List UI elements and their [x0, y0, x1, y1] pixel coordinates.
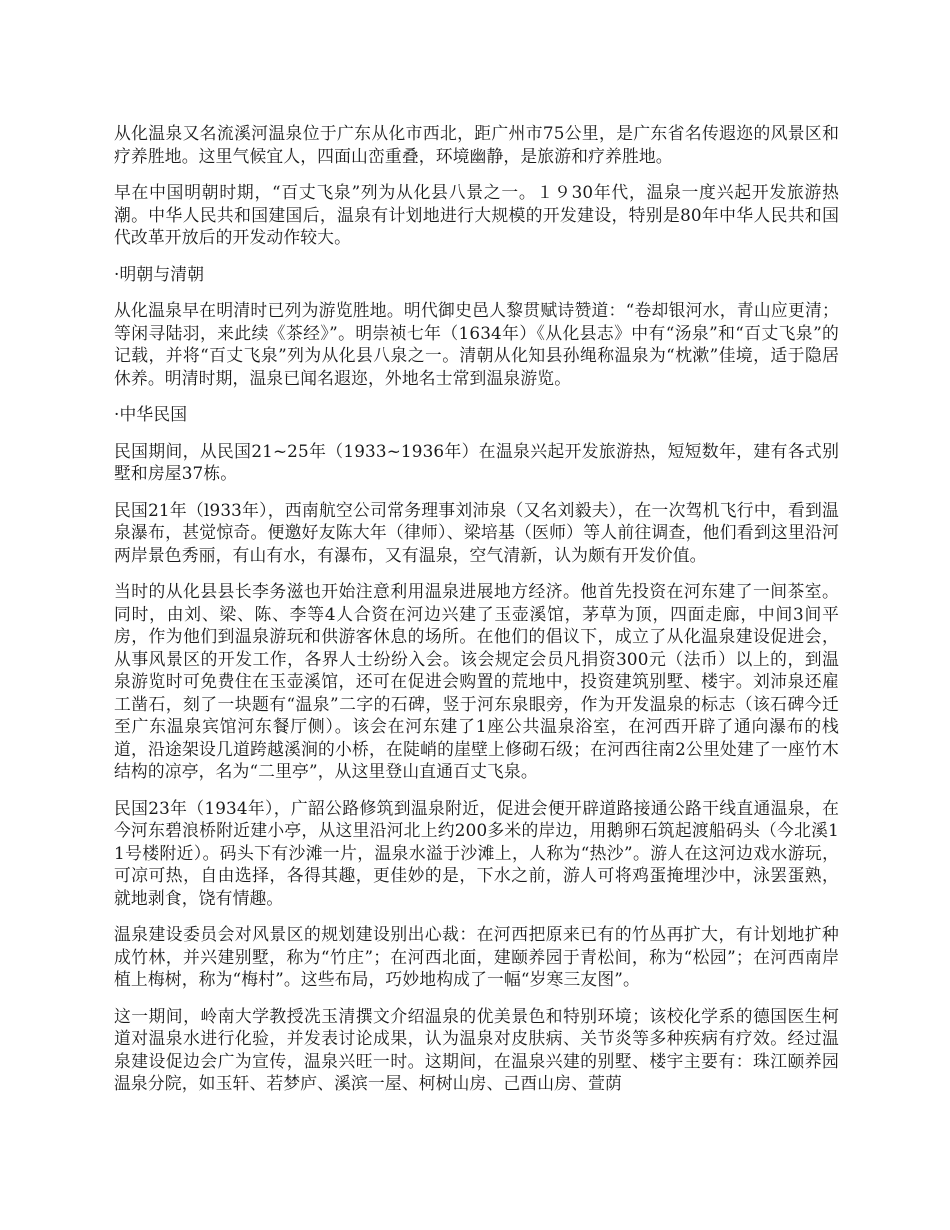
paragraph-liu-peiquan: 民国21年（l933年），西南航空公司常务理事刘沛泉（又名刘毅夫），在一次驾机飞行中，看到温泉瀑布，甚觉惊奇。便邀好友陈大年（律师）、梁培基（医师）等人前往调查，他们看到这里沿河两岸景色秀丽，有山有水，有瀑布，又有温泉，空气清新，认为颇有开发价值。	[114, 499, 839, 565]
paragraph-ming-qing: 从化温泉早在明清时已列为游览胜地。明代御史邑人黎贯赋诗赞道：“卷却银河水，青山应更清；等闲寻陆羽，来此续《茶经》”。明崇祯七年（1634年）《从化县志》中有“汤泉”和“百丈飞泉”的记载，并将“百丈飞泉”列为从化县八泉之一。清朝从化知县孙绳称温泉为“枕漱”佳境，适于隐居休养。明清时期，温泉已闻名遐迩，外地名士常到温泉游览。	[114, 300, 839, 388]
section-heading-republic: ·中华民国	[114, 404, 188, 424]
document-page	[114, 122, 839, 1109]
section-heading-ming-qing: ·明朝与清朝	[114, 263, 205, 284]
paragraph-road-construction: 民国23年（1934年），广韶公路修筑到温泉附近，促进会便开辟道路接通公路干线直通温泉，在今河东碧浪桥附近建小亭，从这里沿河北上约200多米的岸边，用鹅卵石筑起渡船码头（今北溪11号楼附近）。码头下有沙滩一片，温泉水溢于沙滩上，人称为“热沙”。游人在这河边戏水游玩，可凉可热，自由选择，各得其趣，更佳妙的是，下水之前，游人可将鸡蛋掩埋沙中，泳罢蛋熟，就地剥食，饶有情趣。	[114, 797, 839, 908]
paragraph-republic-overview: 民国期间，从民国21~25年（1933~1936年）在温泉兴起开发旅游热，短短数年，建有各式别墅和房屋37栋。	[114, 440, 839, 483]
paragraph-lingnan-university: 这一期间，岭南大学教授冼玉清撰文介绍温泉的优美景色和特别环境；该校化学系的德国医生柯道对温泉水进行化验，并发表讨论成果，认为温泉对皮肤病、关节炎等多种疾病有疗效。经过温泉建设促边会广为宣传，温泉兴旺一时。这期间，在温泉兴建的别墅、楼宇主要有：珠江颐养园温泉分院，如玉轩、若梦庐、溪滨一屋、柯树山房、己酉山房、萱荫	[114, 1005, 839, 1093]
paragraph-planning: 温泉建设委员会对风景区的规划建设别出心裁：在河西把原来已有的竹丛再扩大，有计划地扩种成竹林，并兴建别墅，称为“竹庄”；在河西北面，建颐养园于青松间，称为“松园”；在河西南岸植上梅树，称为“梅村”。这些布局，巧妙地构成了一幅“岁寒三友图”。	[114, 924, 839, 989]
paragraph-intro: 从化温泉又名流溪河温泉位于广东从化市西北，距广州市75公里，是广东省名传遐迩的风景区和疗养胜地。这里气候宜人，四面山峦重叠，环境幽静，是旅游和疗养胜地。	[114, 123, 839, 166]
paragraph-ming-dynasty-intro: 早在中国明朝时期，“百丈飞泉”列为从化县八景之一。１９30年代，温泉一度兴起开发旅游热潮。中华人民共和国建国后，温泉有计划地进行大规模的开发建设，特别是80年中华人民共和国代改革开放后的开发动作较大。	[114, 182, 839, 247]
paragraph-li-wuzi: 当时的从化县县长李务滋也开始注意利用温泉进展地方经济。他首先投资在河东建了一间茶室。同时，由刘、梁、陈、李等4人合资在河边兴建了玉壶溪馆，茅草为顶，四面走廊，中间3间平房，作为他们到温泉游玩和供游客休息的场所。在他们的倡议下，成立了从化温泉建设促进会，从事风景区的开发工作，各界人士纷纷入会。该会规定会员凡捐资300元（法币）以上的，到温泉游览时可免费住在玉壶溪馆，还可在促进会购置的荒地中，投资建筑别墅、楼宇。刘沛泉还雇工凿石，刻了一块题有“温泉”二字的石碑，竖于河东泉眼旁，作为开发温泉的标志（该石碑今迁至广东温泉宾馆河东餐厅侧）。该会在河东建了1座公共温泉浴室，在河西开辟了通向瀑布的栈道，沿途架设几道跨越溪涧的小桥，在陡峭的崖壁上修砌石级；在河西往南2公里处建了一座竹木结构的凉亭，名为“二里亭”，从这里登山直通百丈飞泉。	[114, 581, 839, 781]
